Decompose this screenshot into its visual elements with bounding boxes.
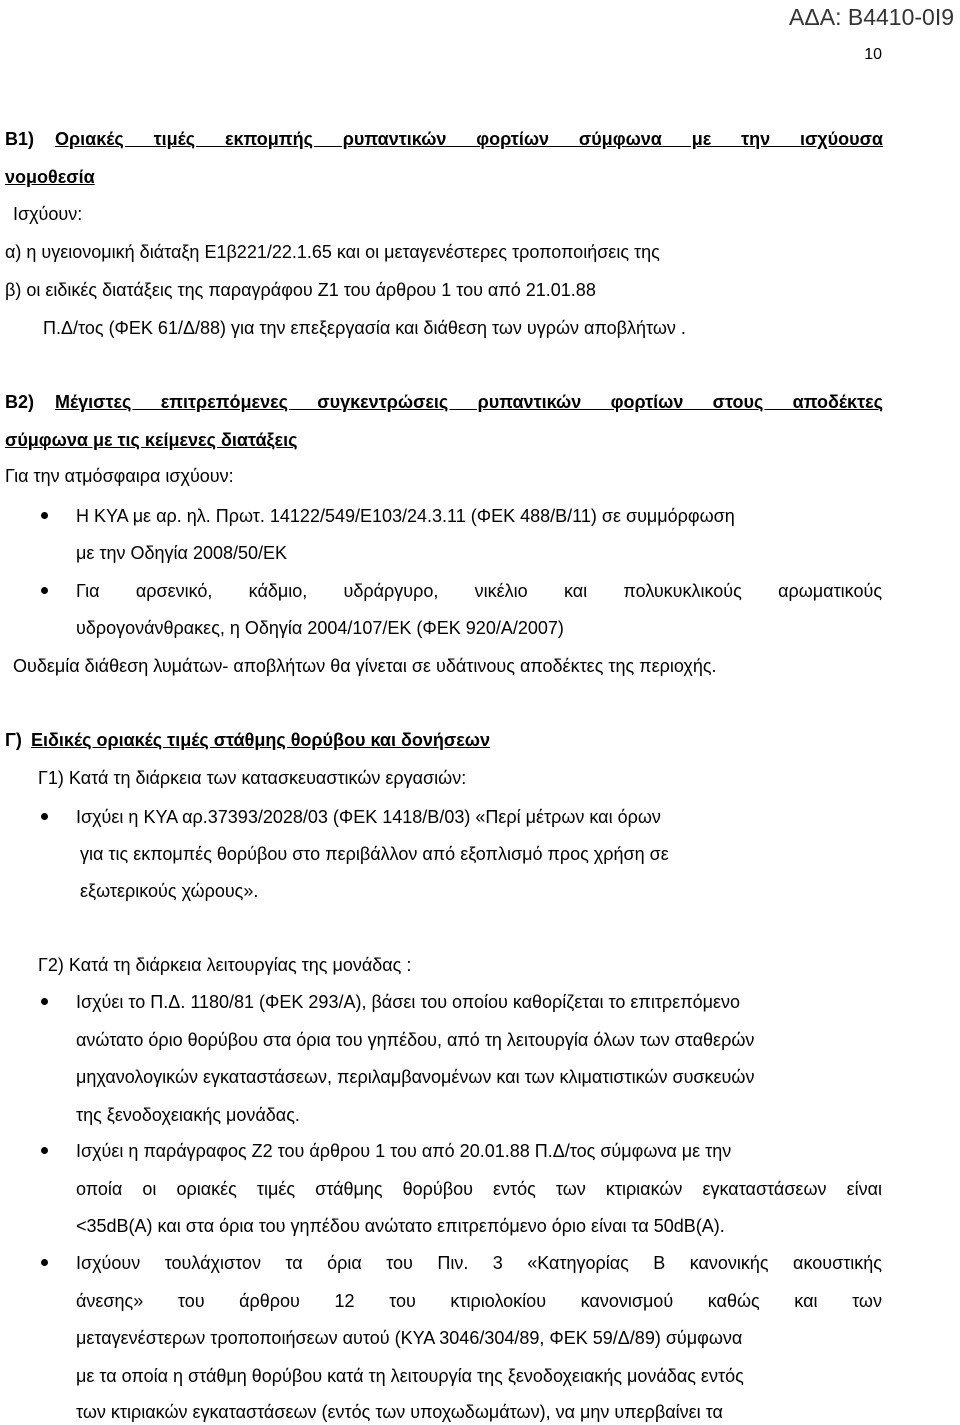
g2-bullet3-line4: με τα οποία η στάθμη θορύβου κατά τη λειτουργία της ξενοδοχειακής μονάδας εντός bbox=[76, 1366, 744, 1386]
bullet-dot bbox=[41, 587, 48, 594]
g2-bullet3-line2: άνεσης» του άρθρου 12 του κτιριολοκίου κανονισμού καθώς και των bbox=[76, 1291, 882, 1311]
b1-item-a: α) η υγειονομική διάταξη Ε1β221/22.1.65 και οι μεταγενέστερες τροποποιήσεις της bbox=[5, 242, 660, 262]
bullet-dot bbox=[41, 998, 48, 1005]
b1-intro: Ισχύουν: bbox=[13, 204, 83, 224]
g2-bullet2-line3: <35dB(A) και στα όρια του γηπέδου ανώτατο επιτρεπόμενο όριο είναι τα 50dB(A). bbox=[76, 1216, 725, 1236]
g-heading-prefix: Γ) bbox=[5, 730, 22, 750]
bullet-dot bbox=[41, 1147, 48, 1154]
b2-bullet2-line1: Για αρσενικό, κάδμιο, υδράργυρο, νικέλιο και πολυκυκλικούς αρωματικούς bbox=[76, 581, 882, 601]
g1-bullet-line1: Ισχύει η ΚΥΑ αρ.37393/2028/03 (ΦΕΚ 1418/Β/03) «Περί μέτρων και όρων bbox=[76, 807, 661, 827]
b2-heading-prefix: Β2) bbox=[5, 392, 35, 412]
bullet-dot bbox=[41, 512, 48, 519]
b2-heading-line2: σύμφωνα με τις κείμενες διατάξεις bbox=[5, 430, 298, 450]
bullet-dot bbox=[41, 813, 48, 820]
g2-bullet3-line5: των κτιριακών εγκαταστάσεων (εντός των υποχωδωμάτων), να μην υπερβαίνει τα bbox=[76, 1402, 723, 1422]
g2-title: Γ2) Κατά τη διάρκεια λειτουργίας της μονάδας : bbox=[38, 955, 412, 975]
bullet-dot bbox=[41, 1259, 48, 1266]
g2-bullet1-line1: Ισχύει το Π.Δ. 1180/81 (ΦΕΚ 293/Α), βάσει του οποίου καθορίζεται το επιτρεπόμενο bbox=[76, 992, 741, 1012]
g1-title: Γ1) Κατά τη διάρκεια των κατασκευαστικών εργασιών: bbox=[38, 768, 467, 788]
g2-bullet3-line1: Ισχύουν τουλάχιστον τα όρια του Πιν. 3 «Κατηγορίας Β κανονικής ακουστικής bbox=[76, 1253, 882, 1273]
g2-bullet2-line2: οποία οι οριακές τιμές στάθμης θορύβου εντός των κτιριακών εγκαταστάσεων είναι bbox=[76, 1179, 882, 1199]
ada-code: ΑΔΑ: Β4410-0Ι9 bbox=[789, 4, 954, 30]
g2-bullet2-line1: Ισχύει η παράγραφος Ζ2 του άρθρου 1 του από 20.01.88 Π.Δ/τος σύμφωνα με την bbox=[76, 1141, 732, 1161]
b2-intro: Για την ατμόσφαιρα ισχύουν: bbox=[5, 466, 234, 486]
b2-heading-line1: Μέγιστες επιτρεπόμενες συγκεντρώσεις ρυπαντικών φορτίων στους αποδέκτες bbox=[55, 392, 883, 412]
g1-bullet-line3: εξωτερικούς χώρους». bbox=[80, 881, 259, 901]
page-number: 10 bbox=[864, 46, 882, 63]
b1-heading-prefix: Β1) bbox=[5, 129, 35, 149]
g1-bullet-line2: για τις εκπομπές θορύβου στο περιβάλλον από εξοπλισμό προς χρήση σε bbox=[80, 844, 669, 864]
g2-bullet1-line4: της ξενοδοχειακής μονάδας. bbox=[76, 1105, 300, 1125]
b1-heading-line1: Οριακές τιμές εκπομπής ρυπαντικών φορτίων σύμφωνα με την ισχύουσα bbox=[55, 129, 883, 149]
g-heading: Ειδικές οριακές τιμές στάθμης θορύβου και δονήσεων bbox=[31, 730, 490, 750]
b2-bullet1-line2: με την Οδηγία 2008/50/ΕΚ bbox=[76, 543, 288, 563]
g2-bullet1-line3: μηχανολογικών εγκαταστάσεων, περιλαμβανομένων και των κλιματιστικών συσκευών bbox=[76, 1067, 755, 1087]
b1-item-b-line2: Π.Δ/τος (ΦΕΚ 61/Δ/88) για την επεξεργασία και διάθεση των υγρών αποβλήτων . bbox=[43, 318, 686, 338]
b2-note: Ουδεμία διάθεση λυμάτων- αποβλήτων θα γίνεται σε υδάτινους αποδέκτες της περιοχής. bbox=[13, 656, 717, 676]
b2-bullet2-line2: υδρογονάνθρακες, η Οδηγία 2004/107/ΕΚ (ΦΕΚ 920/Α/2007) bbox=[76, 618, 564, 638]
b1-heading-line2: νομοθεσία bbox=[5, 167, 95, 187]
b1-item-b-line1: β) οι ειδικές διατάξεις της παραγράφου Ζ1 του άρθρου 1 του από 21.01.88 bbox=[5, 280, 596, 300]
g2-bullet3-line3: μεταγενέστερων τροποποιήσεων αυτού (ΚΥΑ 3046/304/89, ΦΕΚ 59/Δ/89) σύμφωνα bbox=[76, 1328, 743, 1348]
g2-bullet1-line2: ανώτατο όριο θορύβου στα όρια του γηπέδου, από τη λειτουργία όλων των σταθερών bbox=[76, 1030, 755, 1050]
b2-bullet1-line1: Η ΚΥΑ με αρ. ηλ. Πρωτ. 14122/549/Ε103/24.3.11 (ΦΕΚ 488/Β/11) σε συμμόρφωση bbox=[76, 506, 735, 526]
